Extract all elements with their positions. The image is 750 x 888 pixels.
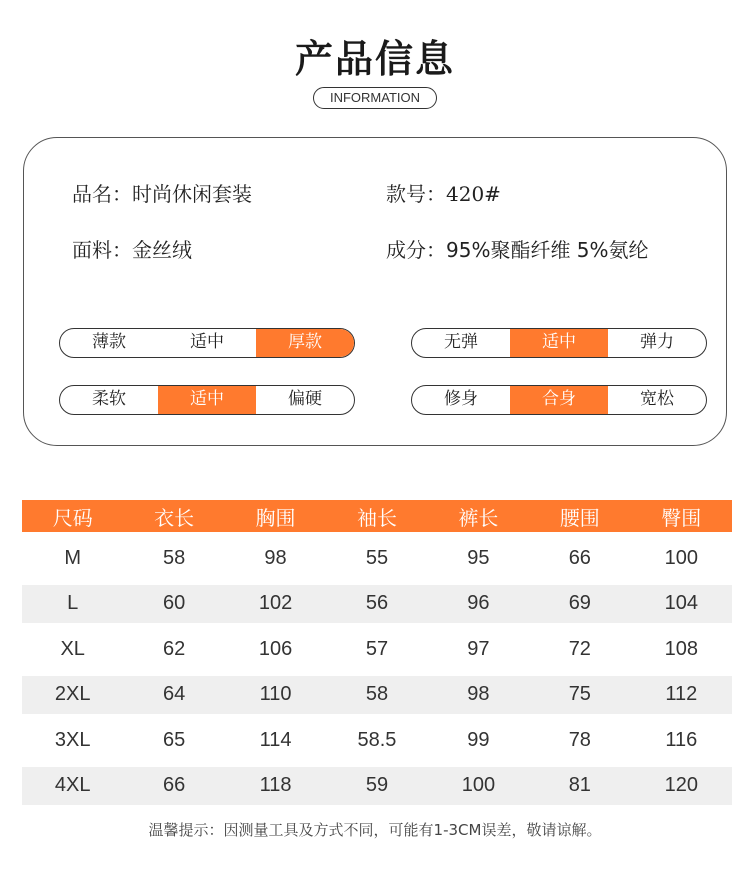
header-cell: 腰围 xyxy=(529,500,630,536)
attr-option: 薄款 xyxy=(92,332,126,352)
attr-option: 弹力 xyxy=(640,332,674,352)
table-cell: 108 xyxy=(631,627,732,673)
table-cell: 2XL xyxy=(22,672,123,718)
header-cell: 臀围 xyxy=(631,500,732,536)
attr-option: 适中 xyxy=(158,386,256,414)
subtitle-badge: INFORMATION xyxy=(313,87,437,109)
table-cell: M xyxy=(22,536,123,582)
table-cell: 72 xyxy=(529,627,630,673)
table-cell: 118 xyxy=(225,763,326,809)
thickness-scale xyxy=(59,328,355,358)
table-cell: 116 xyxy=(631,718,732,764)
table-row xyxy=(22,672,732,718)
table-cell: 102 xyxy=(225,581,326,627)
header-cell: 尺码 xyxy=(22,500,123,536)
table-cell: 64 xyxy=(123,672,224,718)
table-cell: 69 xyxy=(529,581,630,627)
table-cell: 98 xyxy=(225,536,326,582)
table-cell: 59 xyxy=(326,763,427,809)
fit-scale xyxy=(411,385,707,415)
attr-option: 合身 xyxy=(510,386,608,414)
size-table xyxy=(22,500,732,812)
table-cell: 78 xyxy=(529,718,630,764)
composition: 成分：95%聚酯纤维 5%氨纶 xyxy=(386,238,649,262)
table-cell: 57 xyxy=(326,627,427,673)
header-cell: 衣长 xyxy=(123,500,224,536)
table-cell: 56 xyxy=(326,581,427,627)
size-table-header xyxy=(22,500,732,536)
attr-option: 宽松 xyxy=(640,389,674,409)
attr-option: 厚款 xyxy=(256,329,354,357)
table-cell: 58.5 xyxy=(326,718,427,764)
table-cell: 65 xyxy=(123,718,224,764)
table-cell: 120 xyxy=(631,763,732,809)
attr-option: 无弹 xyxy=(444,332,478,352)
table-cell: 55 xyxy=(326,536,427,582)
table-cell: 4XL xyxy=(22,763,123,809)
table-row xyxy=(22,627,732,673)
table-cell: 104 xyxy=(631,581,732,627)
table-cell: 95 xyxy=(428,536,529,582)
table-cell: 60 xyxy=(123,581,224,627)
table-cell: 3XL xyxy=(22,718,123,764)
style-number-label: 款号： xyxy=(386,182,446,206)
table-cell: 66 xyxy=(123,763,224,809)
table-row xyxy=(22,718,732,764)
table-cell: 58 xyxy=(326,672,427,718)
product-info-card xyxy=(23,137,727,446)
table-cell: 97 xyxy=(428,627,529,673)
measurement-note: 温馨提示：因测量工具及方式不同，可能有1-3CM误差，敬请谅解。 xyxy=(148,821,602,839)
table-cell: 62 xyxy=(123,627,224,673)
style-number-value: 420# xyxy=(446,182,501,206)
table-cell: 99 xyxy=(428,718,529,764)
header-cell: 胸围 xyxy=(225,500,326,536)
attr-option: 修身 xyxy=(444,389,478,409)
attr-option: 偏硬 xyxy=(288,389,322,409)
softness-scale xyxy=(59,385,355,415)
table-cell: 106 xyxy=(225,627,326,673)
table-cell: 100 xyxy=(428,763,529,809)
table-cell: 81 xyxy=(529,763,630,809)
attr-option: 柔软 xyxy=(92,389,126,409)
table-cell: 96 xyxy=(428,581,529,627)
table-cell: 98 xyxy=(428,672,529,718)
header-cell: 裤长 xyxy=(428,500,529,536)
product-name: 品名：时尚休闲套装 xyxy=(72,182,252,206)
table-cell: 114 xyxy=(225,718,326,764)
table-row xyxy=(22,581,732,627)
page-title: 产品信息 xyxy=(294,37,455,81)
table-row xyxy=(22,763,732,809)
table-cell: 58 xyxy=(123,536,224,582)
style-number xyxy=(386,178,501,207)
attr-option: 适中 xyxy=(190,332,224,352)
table-cell: 75 xyxy=(529,672,630,718)
fabric: 面料：金丝绒 xyxy=(72,238,192,262)
elasticity-scale xyxy=(411,328,707,358)
table-cell: 100 xyxy=(631,536,732,582)
table-cell: L xyxy=(22,581,123,627)
table-row xyxy=(22,536,732,582)
table-cell: 112 xyxy=(631,672,732,718)
table-cell: XL xyxy=(22,627,123,673)
attr-option: 适中 xyxy=(510,329,608,357)
table-cell: 66 xyxy=(529,536,630,582)
header-cell: 袖长 xyxy=(326,500,427,536)
table-cell: 110 xyxy=(225,672,326,718)
